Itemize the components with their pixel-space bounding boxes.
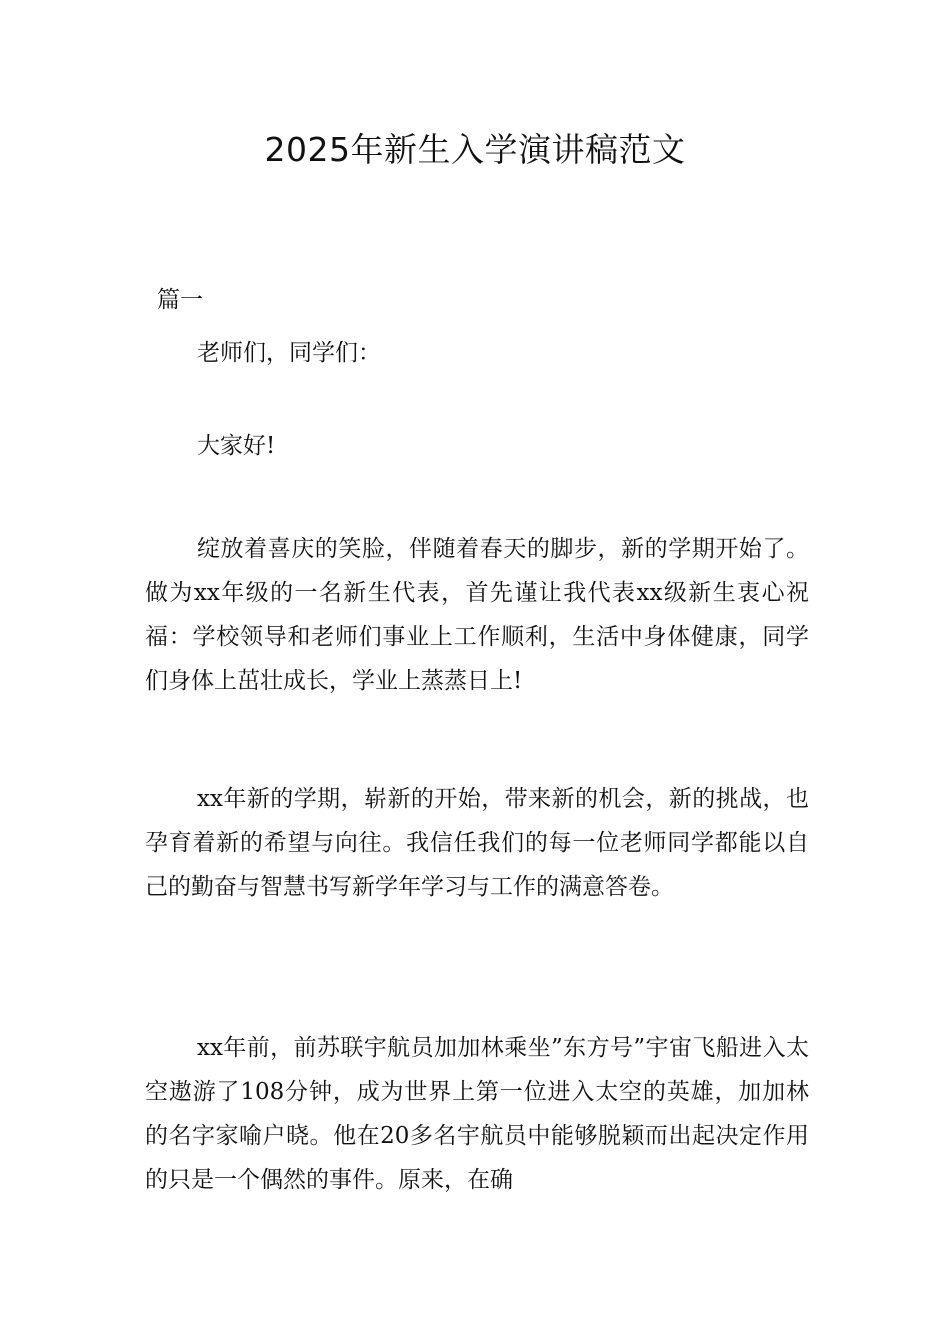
paragraph-gagarin: xx年前，前苏联宇航员加加林乘坐”东方号”宇宙飞船进入太空遨游了108分钟，成为世界上第一位进入太空的英雄，加加林的名字家喻户晓。他在20多名宇航员中能够脱颖而出起决定作用的只是一个偶然的事件。原来，在确 [145,1035,809,1193]
paragraph-new-semester: xx年新的学期，崭新的开始，带来新的机会，新的挑战，也孕育着新的希望与向往。我信任我们的每一位老师同学都能以自己的勤奋与智慧书写新学年学习与工作的满意答卷。 [145,786,809,900]
paragraph-opening: 绽放着喜庆的笑脸，伴随着春天的脚步，新的学期开始了。做为xx年级的一名新生代表，首先谨让我代表xx级新生衷心祝福：学校领导和老师们事业上工作顺利，生活中身体健康，同学们身体上茁壮成长，学业上蒸蒸日上! [145,536,809,694]
paragraph-hello: 大家好! [197,433,276,459]
document-title: 2025年新生入学演讲稿范文 [264,130,686,169]
paragraph-greeting: 老师们，同学们： [197,340,381,366]
section-label: 篇一 [157,287,203,313]
